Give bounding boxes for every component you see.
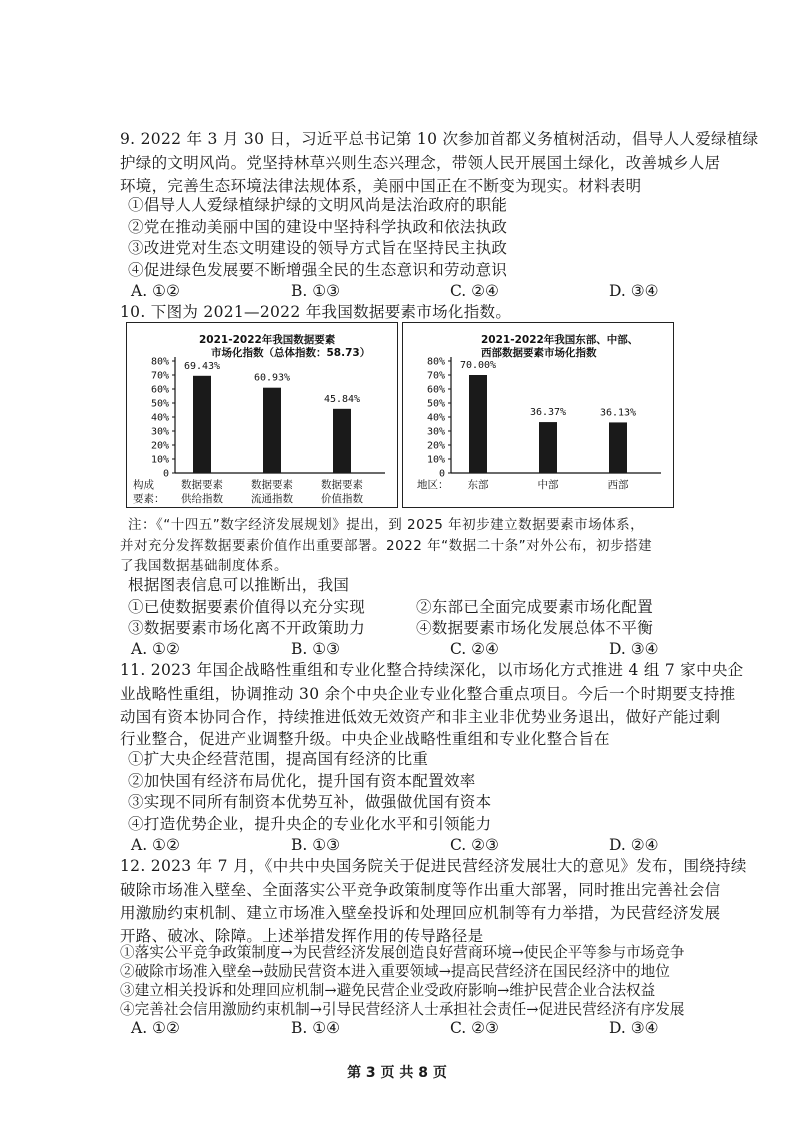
q9-stem-line-1: 9. 2022 年 3 月 30 日，习近平总书记第 10 次参加首都义务植树活动，倡导人人爱绿植绿: [120, 130, 759, 148]
bar-composition-2: [263, 388, 281, 473]
chart-subtitle: 西部数据要素市场化指数: [481, 347, 597, 359]
q11-item-2: ②加快国有经济布局优化，提升国有资本配置效率: [128, 772, 476, 790]
q11-option-d: D. ②④: [609, 836, 659, 854]
x-axis-label: 要素：: [133, 493, 165, 505]
y-tick-label: 10%: [426, 454, 445, 466]
y-tick-label: 30%: [150, 426, 169, 438]
x-category-label: 东部: [467, 479, 489, 491]
y-tick-label: 40%: [150, 412, 169, 424]
bar-composition-1: [193, 376, 211, 473]
q12-item-2: ②破除市场准入壁垒→鼓励民营资本进入重要领域→提高民营经济在国民经济中的地位: [120, 963, 670, 980]
chart-subtitle: 市场化指数（总体指数：58.73）: [211, 347, 371, 359]
q11-stem-line-3: 动国有资本协同合作，持续推进低效无效资产和非主业非优势业务退出，做好产能过剩: [120, 708, 721, 726]
bar-region-2: [539, 422, 557, 473]
y-tick-label: 70%: [426, 370, 445, 382]
chart-index-by-region: [402, 322, 674, 508]
q9-option-a: A. ①②: [131, 282, 180, 300]
q10-option-a: A. ①②: [131, 640, 180, 658]
bar-value-label: 60.93%: [253, 372, 291, 384]
bar-region-3: [609, 422, 627, 473]
bar-value-label: 36.37%: [529, 407, 567, 419]
x-category-label: 中部: [537, 479, 559, 491]
q11-stem-line-1: 11. 2023 年国企战略性重组和专业化整合持续深化，以市场化方式推进 4 组 7 家中央企: [120, 661, 744, 679]
q12-option-d: D. ③④: [609, 1019, 659, 1037]
bar-value-label: 36.13%: [599, 407, 637, 419]
q9-stem-line-3: 环境，完善生态环境法律法规体系，美丽中国正在不断变为现实。材料表明: [120, 177, 642, 195]
q12-stem-line-3: 用激励约束机制、建立市场准入壁垒投诉和处理回应机制等有力举措，为民营经济发展: [120, 904, 721, 922]
y-tick-label: 0: [438, 468, 445, 480]
q11-stem-line-4: 行业整合，促进产业调整升级。中央企业战略性重组和专业化整合旨在: [120, 730, 610, 748]
y-tick-label: 0: [162, 468, 169, 480]
q9-option-b: B. ①③: [291, 282, 341, 300]
q10-lead: 根据图表信息可以推断出，我国: [128, 576, 350, 594]
q10-note-line-2: 并对充分发挥数据要素价值作出重要部署。2022 年“数据二十条”对外公布，初步搭建: [120, 538, 653, 554]
chart-index-by-region-svg: [403, 323, 673, 507]
q12-option-c: C. ②③: [450, 1019, 499, 1037]
chart-index-composition: [126, 322, 398, 508]
q11-stem-line-2: 业战略性重组，协调推动 30 余个中央企业专业化整合重点项目。今后一个时期要支持推: [120, 685, 736, 703]
q11-option-c: C. ②③: [450, 836, 499, 854]
bar-region-1: [469, 375, 487, 473]
x-category-label: 供给指数: [181, 493, 223, 505]
q9-item-4: ④促进绿色发展要不断增强全民的生态意识和劳动意识: [128, 261, 508, 279]
q9-item-1: ①倡导人人爱绿植绿护绿的文明风尚是法治政府的职能: [128, 196, 508, 214]
q9-stem-line-2: 护绿的文明风尚。党坚持林草兴则生态兴理念，带领人民开展国土绿化，改善城乡人居: [120, 154, 721, 172]
q11-item-4: ④打造优势企业，提升央企的专业化水平和引领能力: [128, 815, 492, 833]
bar-composition-3: [333, 409, 351, 473]
bar-value-label: 45.84%: [323, 393, 361, 405]
q10-option-c: C. ②④: [450, 640, 499, 658]
q10-option-b: B. ①③: [291, 640, 341, 658]
q12-item-3: ③建立相关投诉和处理回应机制→避免民营企业受政府影响→维护民营企业合法权益: [120, 982, 656, 999]
q12-item-1: ①落实公平竞争政策制度→为民营经济发展创造良好营商环境→使民企平等参与市场竞争: [120, 944, 685, 961]
x-category-label: 价值指数: [321, 493, 363, 505]
y-tick-label: 20%: [426, 440, 445, 452]
y-tick-label: 60%: [150, 384, 169, 396]
q9-item-3: ③改进党对生态文明建设的领导方式旨在坚持民主执政: [128, 239, 508, 257]
x-category-label: 西部: [607, 479, 629, 491]
x-axis-label: 地区：: [417, 479, 449, 491]
q11-item-3: ③实现不同所有制资本优势互补，做强做优国有资本: [128, 793, 492, 811]
q10-item-2: ②东部已全面完成要素市场化配置: [416, 598, 654, 616]
x-category-label: 数据要素: [181, 479, 223, 491]
y-tick-label: 50%: [426, 398, 445, 410]
q11-item-1: ①扩大央企经营范围，提高国有经济的比重: [128, 750, 429, 768]
y-tick-label: 80%: [150, 356, 169, 368]
page-footer: 第 3 页 共 8 页: [347, 1065, 447, 1081]
y-tick-label: 80%: [426, 356, 445, 368]
q9-option-c: C. ②④: [450, 282, 499, 300]
q12-item-4: ④完善社会信用激励约束机制→引导民营经济人士承担社会责任→促进民营经济有序发展: [120, 1001, 685, 1018]
x-category-label: 数据要素: [251, 479, 293, 491]
y-tick-label: 40%: [426, 412, 445, 424]
y-tick-label: 30%: [426, 426, 445, 438]
x-axis-label: 构成: [133, 479, 154, 491]
q10-option-d: D. ③④: [609, 640, 659, 658]
q10-note-line-3: 了我国数据基础制度体系。: [120, 558, 288, 574]
q11-option-b: B. ①③: [291, 836, 341, 854]
chart-index-composition-svg: [127, 323, 397, 507]
chart-title: 2021-2022年我国东部、中部、: [481, 334, 639, 346]
q12-stem-line-1: 12. 2023 年 7 月，《中共中央国务院关于促进民营经济发展壮大的意见》发布，围绕持续: [120, 857, 747, 875]
y-tick-label: 50%: [150, 398, 169, 410]
bar-value-label: 70.00%: [459, 360, 497, 371]
q12-option-a: A. ①②: [131, 1019, 180, 1037]
y-tick-label: 20%: [150, 440, 169, 452]
x-category-label: 流通指数: [251, 493, 293, 505]
chart-title: 2021-2022年我国数据要素: [199, 334, 336, 346]
bar-value-label: 69.43%: [183, 360, 221, 372]
q12-stem-line-2: 破除市场准入壁垒、全面落实公平竞争政策制度等作出重大部署，同时推出完善社会信: [120, 881, 721, 899]
y-tick-label: 70%: [150, 370, 169, 382]
y-tick-label: 10%: [150, 454, 169, 466]
q10-stem: 10. 下图为 2021—2022 年我国数据要素市场化指数。: [120, 303, 512, 321]
y-tick-label: 60%: [426, 384, 445, 396]
q9-item-2: ②党在推动美丽中国的建设中坚持科学执政和依法执政: [128, 218, 508, 236]
x-category-label: 数据要素: [321, 479, 363, 491]
q12-option-b: B. ①④: [291, 1019, 341, 1037]
q10-item-4: ④数据要素市场化发展总体不平衡: [416, 619, 654, 637]
q10-note-line-1: 注：《“十四五”数字经济发展规划》提出，到 2025 年初步建立数据要素市场体系，: [128, 517, 645, 533]
q12-stem-line-4: 开路、破冰、除障。上述举措发挥作用的传导路径是: [120, 927, 484, 945]
q9-option-d: D. ③④: [609, 282, 659, 300]
q10-item-1: ①已使数据要素价值得以充分实现: [128, 598, 366, 616]
q11-option-a: A. ①②: [131, 836, 180, 854]
q10-item-3: ③数据要素市场化离不开政策助力: [128, 619, 366, 637]
